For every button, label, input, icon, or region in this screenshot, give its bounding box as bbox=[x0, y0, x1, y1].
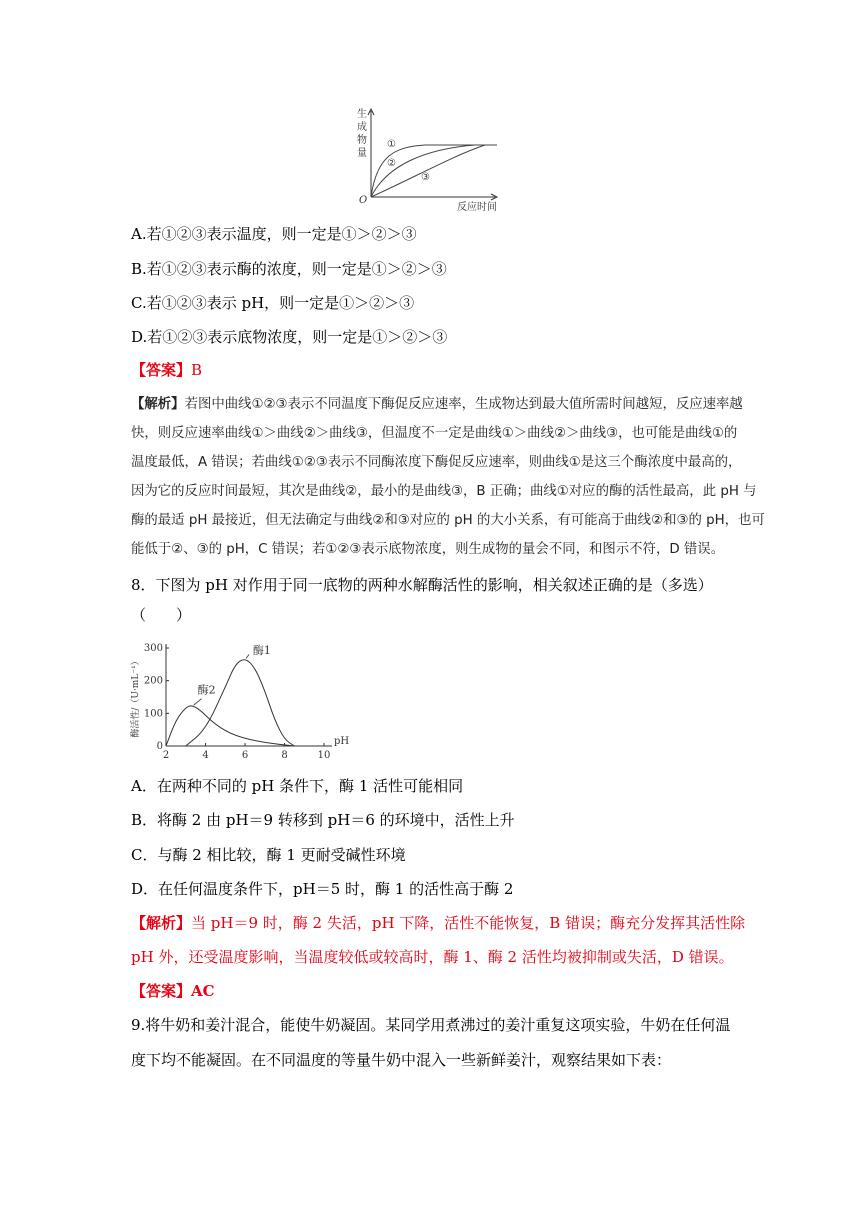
series-line-enzyme-2 bbox=[166, 706, 294, 746]
analysis-tag: 【解析】 bbox=[131, 914, 192, 932]
analysis-line: 温度最低，A 错误；若曲线①②③表示不同酶浓度下酶促反应速率，则曲线①是这三个酶浓度中最高的， bbox=[131, 455, 742, 470]
x-tick-label: 2 bbox=[162, 750, 170, 761]
analysis-line: 因为它的反应时间最短，其次是曲线②，最小的是曲线③，B 正确；曲线①对应的酶的活性最高，此 pH 与 bbox=[131, 484, 757, 499]
q8-option-d: D．在任何温度条件下，pH＝5 时，酶 1 的活性高于酶 2 bbox=[131, 880, 514, 898]
fig1-origin: O bbox=[359, 195, 368, 206]
fig1-xlabel: 反应时间 bbox=[457, 202, 497, 213]
x-tick-label: 4 bbox=[202, 750, 209, 761]
fig1-ylabel-char: 成 bbox=[357, 122, 367, 133]
y-axis-label: 酶活性/（U·mL⁻¹） bbox=[131, 656, 141, 738]
q8-paren: （ ） bbox=[131, 606, 192, 624]
fig1-ylabel-char: 生 bbox=[357, 109, 367, 120]
analysis-line: 能低于②、③的 pH，C 错误；若①②③表示底物浓度，则生成物的量会不同，和图示不符，D 错误。 bbox=[131, 542, 725, 557]
x-axis-label: pH bbox=[334, 736, 350, 747]
answer-value: AC bbox=[191, 982, 215, 1000]
analysis-line: 【解析】若图中曲线①②③表示不同温度下酶促反应速率，生成物达到最大值所需时间越短，反应速率越 bbox=[131, 397, 743, 412]
q9-stem-line-1: 9.将牛奶和姜汁混合，能使牛奶凝固。某同学用煮沸过的姜汁重复这项实验，牛奶在任何温 bbox=[131, 1016, 731, 1034]
q9-stem-line-2: 度下均不能凝固。在不同温度的等量牛奶中混入一些新鲜姜汁，观察结果如下表： bbox=[131, 1051, 672, 1069]
analysis-line: 快，则反应速率曲线①＞曲线②＞曲线③，但温度不一定是曲线①＞曲线②＞曲线③，也可能是曲线①的 bbox=[131, 426, 738, 441]
q8-analysis-line-2: pH 外，还受温度影响，当温度较低或较高时，酶 1、酶 2 活性均被抑制或失活，D 错误。 bbox=[131, 948, 734, 966]
q7-analysis bbox=[131, 390, 765, 564]
fig1-curve-label-2: ② bbox=[387, 158, 396, 169]
fig1-curve-label-1: ① bbox=[387, 139, 396, 150]
series-label-enzyme-1: 酶1 bbox=[252, 643, 271, 657]
answer-value: B bbox=[191, 361, 203, 379]
fig1-curve-3 bbox=[371, 145, 485, 197]
leader-line bbox=[194, 699, 202, 706]
q7-answer bbox=[131, 360, 202, 380]
product-time-figure bbox=[355, 105, 515, 215]
q8-stem: 8．下图为 pH 对作用于同一底物的两种水解酶活性的影响，相关叙述正确的是（多选） bbox=[131, 576, 713, 594]
q7-option-a: A.若①②③表示温度，则一定是①＞②＞③ bbox=[131, 225, 417, 243]
answer-tag: 【答案】 bbox=[131, 982, 192, 1000]
y-tick-label: 300 bbox=[143, 643, 163, 654]
x-tick-label: 10 bbox=[317, 750, 331, 761]
y-tick-label: 0 bbox=[156, 741, 163, 752]
q8-option-c: C．与酶 2 相比较，酶 1 更耐受碱性环境 bbox=[131, 846, 406, 864]
fig1-ylabel-char: 物 bbox=[357, 135, 367, 146]
fig1-curve-label-3: ③ bbox=[421, 172, 430, 183]
q7-option-b: B.若①②③表示酶的浓度，则一定是①＞②＞③ bbox=[131, 260, 447, 278]
enzyme-activity-chart bbox=[128, 640, 348, 770]
fig1-curve-1 bbox=[371, 145, 497, 197]
x-tick-label: 6 bbox=[241, 750, 249, 761]
q7-option-d: D.若①②③表示底物浓度，则一定是①＞②＞③ bbox=[131, 328, 448, 346]
leader-line bbox=[246, 655, 249, 659]
analysis-tag: 【解析】 bbox=[131, 397, 185, 412]
analysis-line: 酶的最适 pH 最接近，但无法确定与曲线②和③对应的 pH 的大小关系，有可能高于曲线②和③的 pH，也可 bbox=[131, 513, 765, 528]
x-tick-label: 8 bbox=[281, 750, 288, 761]
q8-analysis-line-1: 【解析】当 pH＝9 时，酶 2 失活，pH 下降，活性不能恢复，B 错误；酶充分发挥其活性除 bbox=[131, 914, 746, 932]
series-line-enzyme-1 bbox=[186, 660, 295, 746]
fig1-ylabel-char: 量 bbox=[357, 148, 367, 159]
q7-option-c: C.若①②③表示 pH，则一定是①＞②＞③ bbox=[131, 294, 415, 312]
series-label-enzyme-2: 酶2 bbox=[197, 683, 216, 697]
answer-tag: 【答案】 bbox=[131, 361, 192, 379]
y-tick-label: 100 bbox=[143, 708, 163, 720]
q8-answer bbox=[131, 981, 215, 1001]
q8-option-b: B．将酶 2 由 pH＝9 转移到 pH＝6 的环境中，活性上升 bbox=[131, 811, 515, 829]
q8-option-a: A．在两种不同的 pH 条件下，酶 1 活性可能相同 bbox=[131, 777, 464, 795]
y-tick-label: 200 bbox=[143, 675, 163, 687]
